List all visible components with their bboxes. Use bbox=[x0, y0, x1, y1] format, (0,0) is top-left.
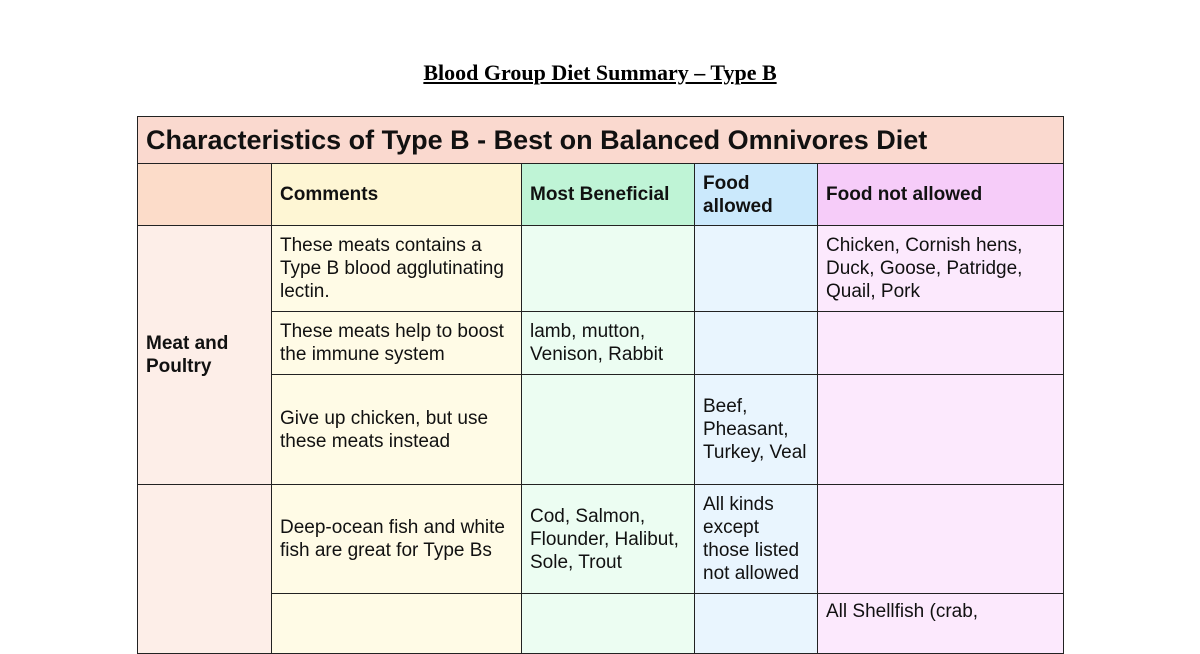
header-food-not-allowed: Food not allowed bbox=[818, 164, 1064, 226]
category-fish bbox=[138, 485, 272, 654]
category-meat-poultry: Meat and Poultry bbox=[138, 226, 272, 485]
table-row bbox=[138, 485, 1064, 594]
comments-cell: Give up chicken, but use these meats instead bbox=[272, 375, 522, 485]
food-allowed-cell bbox=[695, 594, 818, 654]
food-allowed-cell bbox=[695, 312, 818, 375]
most-beneficial-cell: lamb, mutton, Venison, Rabbit bbox=[522, 312, 695, 375]
food-allowed-cell: Beef, Pheasant, Turkey, Veal bbox=[695, 375, 818, 485]
food-not-allowed-cell: All Shellfish (crab, bbox=[818, 594, 1064, 654]
food-not-allowed-cell: Chicken, Cornish hens, Duck, Goose, Patridge, Quail, Pork bbox=[818, 226, 1064, 312]
header-comments: Comments bbox=[272, 164, 522, 226]
header-most-beneficial: Most Beneficial bbox=[522, 164, 695, 226]
comments-cell: Deep-ocean fish and white fish are great for Type Bs bbox=[272, 485, 522, 594]
food-not-allowed-cell bbox=[818, 485, 1064, 594]
food-not-allowed-cell bbox=[818, 375, 1064, 485]
most-beneficial-cell: Cod, Salmon, Flounder, Halibut, Sole, Trout bbox=[522, 485, 695, 594]
most-beneficial-cell bbox=[522, 375, 695, 485]
most-beneficial-cell bbox=[522, 226, 695, 312]
food-allowed-cell bbox=[695, 226, 818, 312]
table-row bbox=[138, 594, 1064, 654]
food-allowed-cell: All kinds except those listed not allowed bbox=[695, 485, 818, 594]
food-not-allowed-cell bbox=[818, 312, 1064, 375]
most-beneficial-cell bbox=[522, 594, 695, 654]
header-category bbox=[138, 164, 272, 226]
table-row bbox=[138, 312, 1064, 375]
header-food-allowed: Food allowed bbox=[695, 164, 818, 226]
document-title: Blood Group Diet Summary – Type B bbox=[423, 60, 777, 85]
table-row bbox=[138, 375, 1064, 485]
header-row bbox=[138, 164, 1064, 226]
comments-cell: These meats contains a Type B blood agglutinating lectin. bbox=[272, 226, 522, 312]
diet-table bbox=[137, 116, 1064, 654]
table-banner: Characteristics of Type B - Best on Balanced Omnivores Diet bbox=[138, 117, 1064, 164]
table-row bbox=[138, 226, 1064, 312]
comments-cell bbox=[272, 594, 522, 654]
comments-cell: These meats help to boost the immune system bbox=[272, 312, 522, 375]
